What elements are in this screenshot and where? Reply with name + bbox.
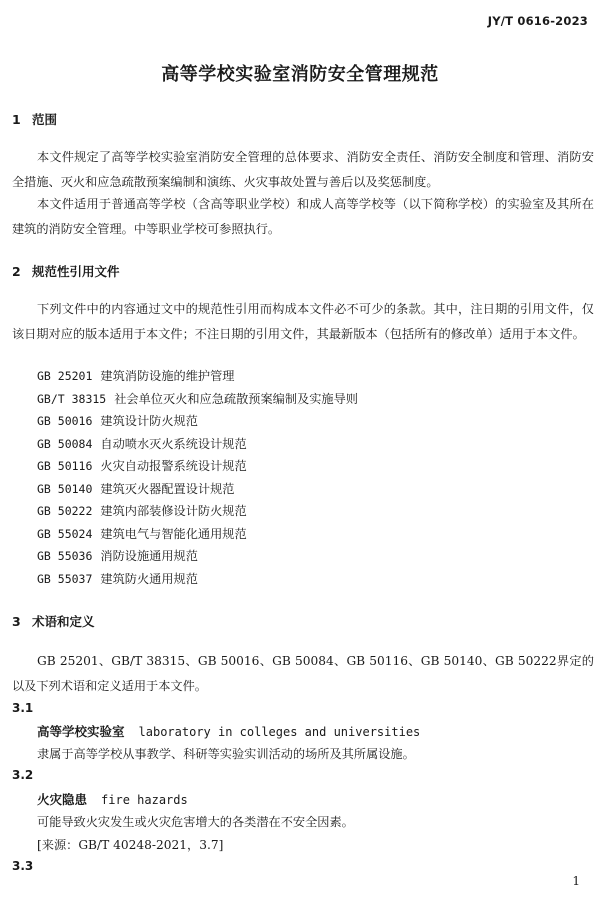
section-2-heading (12, 262, 120, 280)
reference-item (37, 545, 358, 568)
section-title: 术语和定义 (32, 614, 95, 629)
reference-code: GB/T 38315 (37, 391, 107, 406)
reference-title: 火灾自动报警系统设计规范 (100, 459, 247, 473)
reference-title: 社会单位灭火和应急疏散预案编制及实施导则 (114, 391, 358, 406)
section-3-heading (12, 612, 95, 630)
reference-item (37, 365, 358, 388)
term-source: [来源：GB/T 40248-2021，3.7] (37, 838, 224, 852)
reference-item (37, 500, 358, 523)
reference-code: GB 50140 (37, 481, 93, 496)
section-number: 1 (12, 112, 21, 127)
reference-item (37, 433, 358, 456)
document-code: JY/T 0616-2023 (487, 14, 588, 28)
section-1-paragraph-1: 本文件规定了高等学校实验室消防安全管理的总体要求、消防安全责任、消防安全制度和管理、消防安全措施、灭火和应急疏散预案编制和演练、火灾事故处置与善后以及奖惩制度。 (12, 150, 594, 189)
reference-code: GB 50116 (37, 459, 93, 473)
normative-reference-list (37, 365, 358, 590)
term-number: 3.3 (12, 859, 34, 873)
reference-item (37, 478, 358, 501)
reference-title: 建筑防火通用规范 (100, 571, 198, 586)
reference-item (37, 455, 358, 478)
reference-item (37, 568, 358, 591)
term-definition: 隶属于高等学校从事教学、科研等实验实训活动的场所及其所属设施。 (37, 747, 415, 761)
reference-item (37, 388, 358, 411)
reference-code: GB 50222 (37, 504, 93, 518)
section-number: 2 (12, 264, 21, 279)
section-2-paragraph-1: 下列文件中的内容通过文中的规范性引用而构成本文件必不可少的条款。其中，注日期的引用文件，仅该日期对应的版本适用于本文件；不注日期的引用文件，其最新版本（包括所有的修改单）适用于本文件。 (12, 302, 594, 341)
term-name: 高等学校实验室 (37, 724, 125, 739)
term-entry (37, 722, 420, 740)
section-title: 规范性引用文件 (32, 264, 120, 279)
section-1-paragraph-2: 本文件适用于普通高等学校（含高等职业学校）和成人高等学校等（以下简称学校）的实验室及其所在建筑的消防安全管理。中等职业学校可参照执行。 (12, 197, 594, 236)
document-title: 高等学校实验室消防安全管理规范 (161, 64, 439, 85)
reference-title: 自动喷水灭火系统设计规范 (100, 436, 247, 451)
reference-code: GB 55036 (37, 549, 93, 563)
reference-code: GB 50084 (37, 436, 93, 451)
term-definition: 可能导致火灾发生或火灾危害增大的各类潜在不安全因素。 (37, 815, 354, 829)
reference-title: 建筑灭火器配置设计规范 (100, 481, 235, 496)
term-english: fire hazards (101, 793, 188, 807)
section-1-heading (12, 110, 57, 128)
reference-title: 建筑消防设施的维护管理 (100, 369, 235, 383)
term-number: 3.1 (12, 701, 34, 715)
reference-title: 建筑设计防火规范 (100, 414, 198, 428)
reference-code: GB 25201 (37, 369, 93, 383)
reference-code: GB 55037 (37, 571, 93, 586)
reference-code: GB 55024 (37, 526, 93, 541)
page-number: 1 (572, 874, 580, 888)
reference-title: 消防设施通用规范 (100, 549, 198, 563)
term-number: 3.2 (12, 768, 34, 782)
section-3-paragraph-1: GB 25201、GB/T 38315、GB 50016、GB 50084、GB 50116、GB 50140、GB 50222界定的以及下列术语和定义适用于本文件。 (12, 654, 594, 693)
term-entry (37, 790, 188, 808)
reference-item (37, 523, 358, 546)
reference-title: 建筑内部装修设计防火规范 (100, 504, 247, 518)
term-english: laboratory in colleges and universities (138, 725, 421, 739)
reference-code: GB 50016 (37, 414, 93, 428)
reference-title: 建筑电气与智能化通用规范 (100, 526, 247, 541)
reference-item (37, 410, 358, 433)
section-title: 范围 (32, 112, 58, 127)
section-number: 3 (12, 614, 21, 629)
term-name: 火灾隐患 (37, 792, 88, 807)
